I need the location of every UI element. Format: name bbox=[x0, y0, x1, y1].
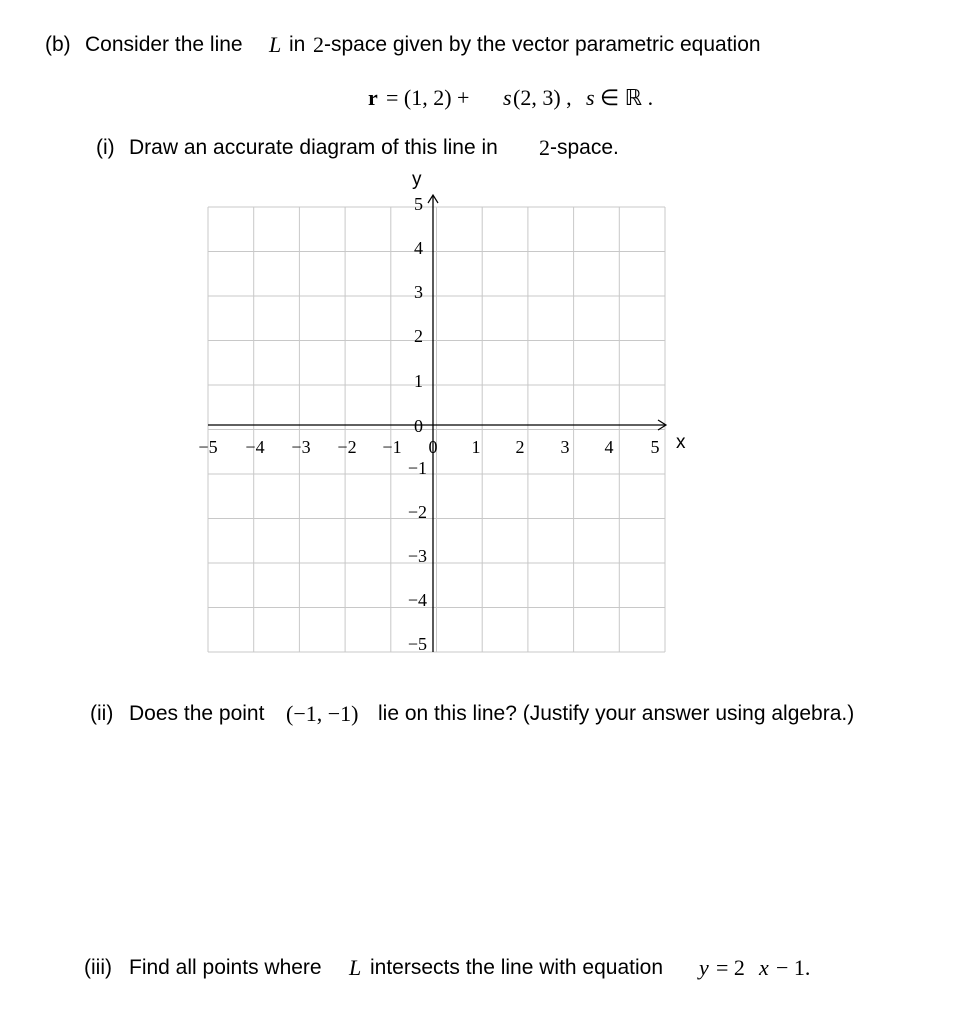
part-ii-point: (−1, −1) bbox=[286, 701, 359, 726]
part-iii-text-mid: intersects the line with equation bbox=[370, 956, 664, 979]
y-tick-label: 4 bbox=[414, 238, 423, 258]
equation-rhs-mid: (2, 3) , bbox=[513, 85, 572, 110]
x-tick-label: −1 bbox=[382, 437, 402, 457]
x-tick-label: −2 bbox=[337, 437, 357, 457]
y-tick-label: −4 bbox=[407, 590, 427, 610]
equation-rhs-start: = (1, 2) + bbox=[386, 85, 470, 110]
equation-y: y bbox=[699, 955, 709, 980]
x-tick-label: −3 bbox=[291, 437, 311, 457]
x-tick-label: −4 bbox=[245, 437, 265, 457]
y-tick-label: −1 bbox=[407, 458, 427, 478]
part-i-label: (i) bbox=[96, 136, 115, 159]
part-b-in: in bbox=[289, 33, 306, 56]
y-tick-label: −5 bbox=[407, 634, 427, 654]
equation-eq-mid: = 2 bbox=[716, 955, 745, 980]
x-axis-label: x bbox=[676, 432, 686, 453]
part-b-intro-end: -space given by the vector parametric equation bbox=[324, 33, 761, 56]
x-tick-label: −5 bbox=[198, 437, 218, 457]
part-b-space-num: 2 bbox=[313, 32, 324, 57]
y-tick-label: −3 bbox=[407, 546, 427, 566]
param-s-2: s bbox=[586, 85, 595, 110]
vector-r: r bbox=[368, 85, 378, 110]
y-tick-label: 1 bbox=[414, 371, 423, 391]
part-i-text: Draw an accurate diagram of this line in bbox=[129, 136, 498, 159]
part-ii-label: (ii) bbox=[90, 702, 114, 725]
part-iii-label: (iii) bbox=[84, 956, 112, 979]
part-i-space-num: 2 bbox=[539, 135, 550, 160]
x-tick-label: 5 bbox=[650, 437, 660, 457]
param-s: s bbox=[503, 85, 512, 110]
x-tick-label: 1 bbox=[471, 437, 481, 457]
part-b-intro: Consider the line bbox=[85, 33, 243, 56]
x-tick-label: 0 bbox=[428, 437, 438, 457]
y-tick-label: −2 bbox=[407, 502, 427, 522]
part-i-text-end: -space. bbox=[550, 136, 619, 159]
y-tick-label: 0 bbox=[414, 416, 423, 436]
y-tick-label: 5 bbox=[414, 194, 423, 214]
y-tick-label: 3 bbox=[414, 282, 423, 302]
part-b-label: (b) bbox=[45, 33, 71, 56]
x-tick-label: 2 bbox=[515, 437, 525, 457]
equation-x: x bbox=[759, 955, 769, 980]
part-ii-text-end: lie on this line? (Justify your answer using algebra.) bbox=[378, 702, 855, 725]
grid-lines bbox=[208, 207, 665, 652]
line-variable: L bbox=[269, 32, 282, 57]
x-tick-label: 3 bbox=[560, 437, 570, 457]
x-tick-label: 4 bbox=[604, 437, 614, 457]
equation-end: − 1. bbox=[776, 955, 811, 980]
part-iii-line-variable: L bbox=[349, 955, 362, 980]
y-axis-label: y bbox=[412, 169, 422, 190]
equation-set: ∈ ℝ . bbox=[600, 85, 654, 110]
part-ii-text: Does the point bbox=[129, 702, 265, 725]
y-tick-label: 2 bbox=[414, 326, 423, 346]
part-iii-text: Find all points where bbox=[129, 956, 322, 979]
